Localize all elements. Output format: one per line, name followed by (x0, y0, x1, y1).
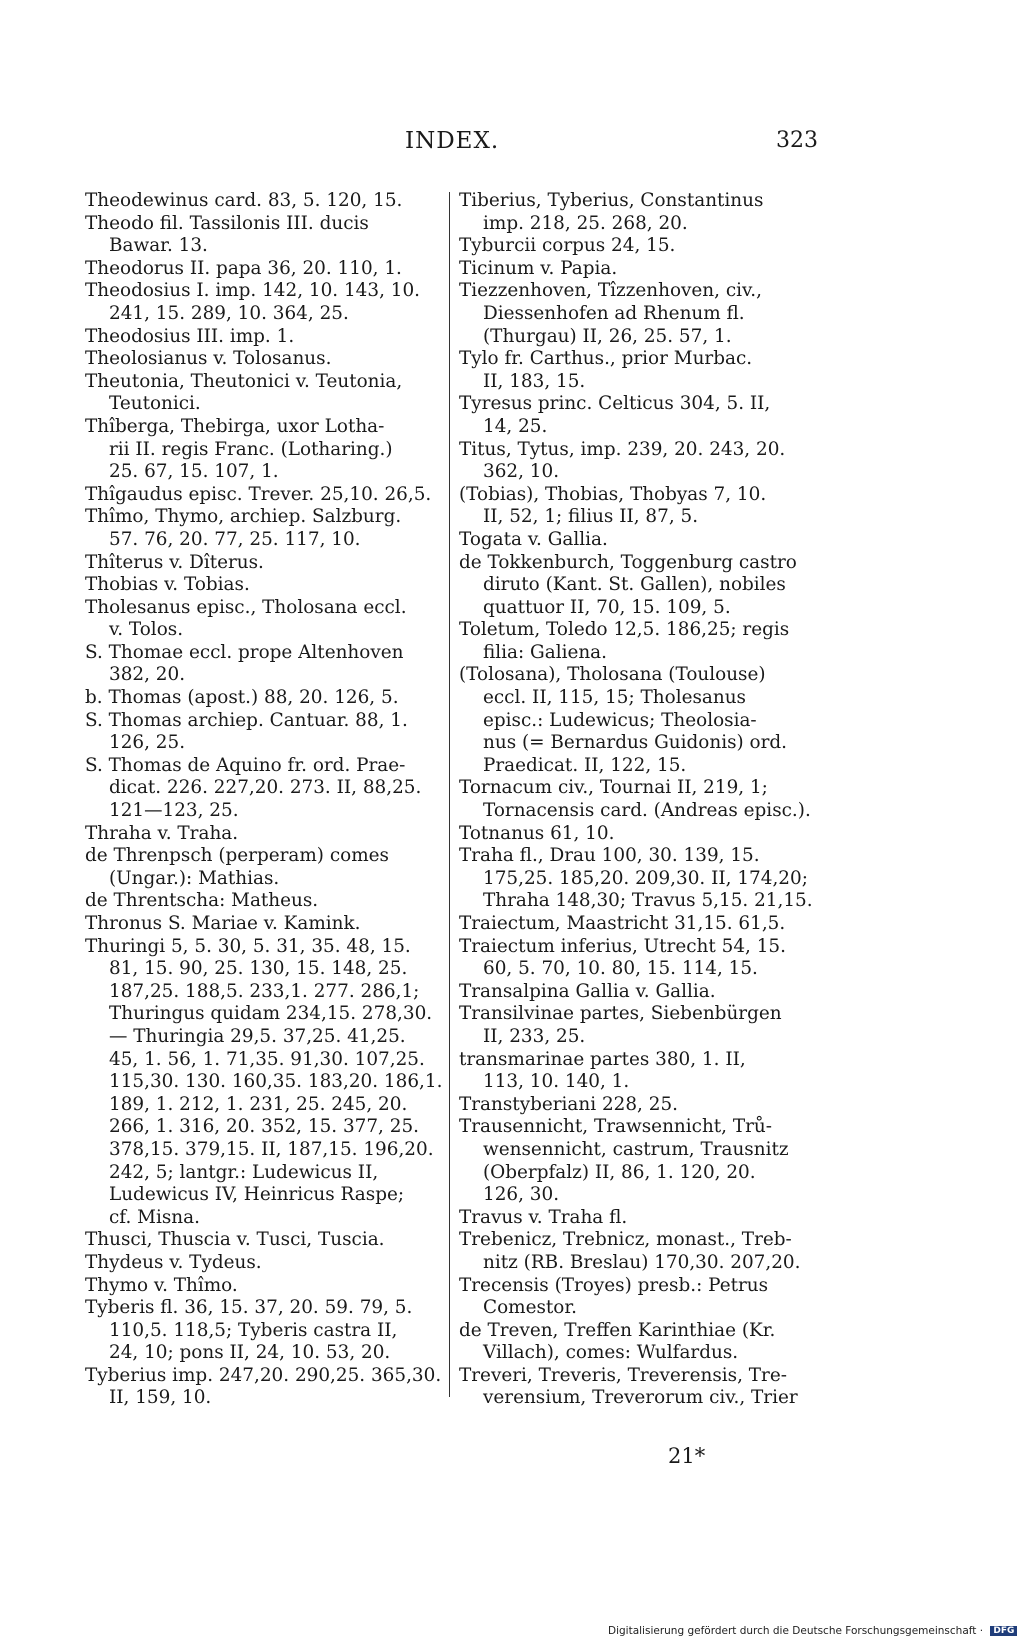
index-line: 126, 30. (483, 1184, 560, 1206)
index-line: 189, 1. 212, 1. 231, 25. 245, 20. (109, 1093, 408, 1115)
index-line: 266, 1. 316, 20. 352, 15. 377, 25. (109, 1116, 420, 1138)
index-line: Totnanus 61, 10. (459, 822, 615, 844)
page-header (0, 128, 1000, 164)
index-line: imp. 218, 25. 268, 20. (483, 212, 688, 234)
index-line: II, 233, 25. (483, 1025, 586, 1047)
index-line: Togata v. Gallia. (459, 528, 608, 550)
dfg-logo: DFG (990, 1626, 1017, 1636)
index-line: Tornacum civ., Tournai II, 219, 1; (459, 777, 768, 799)
index-line: Thusci, Thuscia v. Tusci, Tuscia. (85, 1229, 385, 1251)
index-line: 60, 5. 70, 10. 80, 15. 114, 15. (483, 958, 758, 980)
page-number: 323 (776, 128, 818, 153)
index-line: rii II. regis Franc. (Lotharing.) (109, 438, 393, 460)
index-line: 362, 10. (483, 461, 560, 483)
index-line: S. Thomas archiep. Cantuar. 88, 1. (85, 709, 408, 731)
index-line: Tyburcii corpus 24, 15. (459, 235, 676, 257)
index-line: Ludewicus IV, Heinricus Raspe; (109, 1184, 405, 1206)
index-line: Travus v. Traha fl. (459, 1206, 628, 1228)
index-line: 187,25. 188,5. 233,1. 277. 286,1; (109, 980, 420, 1002)
footer-text: Digitalisierung gefördert durch die Deutsche Forschungsgemeinschaft · (608, 1625, 984, 1637)
index-line: 115,30. 130. 160,35. 183,20. 186,1. (109, 1071, 443, 1093)
index-line: Thuringus quidam 234,15. 278,30. (109, 1003, 433, 1025)
index-line: S. Thomas de Aquino fr. ord. Prae- (85, 754, 406, 776)
index-line: Thronus S. Mariae v. Kamink. (85, 913, 361, 934)
index-line: verensium, Treverorum civ., Trier (483, 1387, 798, 1409)
index-line: transmarinae partes 380, 1. II, (459, 1048, 746, 1070)
index-line: Tiezzenhoven, Tîzzenhoven, civ., (459, 280, 762, 302)
index-line: — Thuringia 29,5. 37,25. 41,25. (109, 1025, 406, 1047)
page-title: INDEX. (405, 128, 500, 154)
index-line: Ticinum v. Papia. (459, 257, 618, 279)
index-line: Titus, Tytus, imp. 239, 20. 243, 20. (459, 438, 786, 460)
index-line: 45, 1. 56, 1. 71,35. 91,30. 107,25. (109, 1048, 425, 1070)
index-line: 382, 20. (109, 664, 186, 686)
index-line: (Tobias), Thobias, Thobyas 7, 10. (459, 483, 767, 505)
index-line: nitz (RB. Breslau) 170,30. 207,20. (483, 1251, 801, 1273)
index-line: Transtyberiani 228, 25. (459, 1093, 678, 1115)
index-line: de Treven, Treffen Karinthiae (Kr. (459, 1319, 776, 1341)
index-line: Thîgaudus episc. Trever. 25,10. 26,5. (85, 483, 432, 505)
index-line: Thîterus v. Dîterus. (85, 551, 264, 573)
index-line: 126, 25. (109, 732, 186, 754)
index-line: 57. 76, 20. 77, 25. 117, 10. (109, 528, 361, 550)
index-line: 14, 25. (483, 415, 548, 437)
index-line: Bawar. 13. (109, 235, 208, 257)
index-line: b. Thomas (apost.) 88, 20. 126, 5. (85, 687, 399, 709)
index-line: de Threnpsch (perperam) comes (85, 845, 389, 867)
index-line: cf. Misna. (109, 1206, 200, 1228)
signature-mark: 21* (668, 1444, 706, 1468)
index-line: dicat. 226. 227,20. 273. II, 88,25. (109, 777, 422, 799)
index-line: Thuringi 5, 5. 30, 5. 31, 35. 48, 15. (85, 935, 411, 957)
index-line: Tyberis fl. 36, 15. 37, 20. 59. 79, 5. (85, 1297, 413, 1319)
index-line: Thîmo, Thymo, archiep. Salzburg. (85, 506, 402, 528)
index-line: Tyberius imp. 247,20. 290,25. 365,30. (85, 1364, 442, 1386)
index-line: 81, 15. 90, 25. 130, 15. 148, 25. (109, 958, 408, 980)
index-column-right (459, 190, 813, 1410)
index-line: eccl. II, 115, 15; Tholesanus (483, 687, 746, 709)
index-line: (Ungar.): Mathias. (109, 867, 280, 889)
index-line: 25. 67, 15. 107, 1. (109, 461, 279, 483)
index-line: Tornacensis card. (Andreas episc.). (483, 800, 811, 822)
index-line: II, 159, 10. (109, 1387, 212, 1409)
index-line: (Tolosana), Tholosana (Toulouse) (459, 664, 766, 686)
index-line: Comestor. (483, 1297, 577, 1319)
index-line: II, 183, 15. (483, 370, 586, 392)
index-line: Trecensis (Troyes) presb.: Petrus (459, 1274, 769, 1296)
index-line: nus (= Bernardus Guidonis) ord. (483, 732, 788, 754)
index-line: 110,5. 118,5; Tyberis castra II, (109, 1319, 398, 1341)
index-line: v. Tolos. (109, 619, 184, 641)
index-line: Tholesanus episc., Tholosana eccl. (85, 596, 407, 618)
index-line: Theodosius I. imp. 142, 10. 143, 10. (85, 280, 421, 302)
index-line: Toletum, Toledo 12,5. 186,25; regis (459, 619, 790, 641)
index-line: Diessenhofen ad Rhenum fl. (483, 302, 745, 324)
index-line: diruto (Kant. St. Gallen), nobiles (483, 574, 786, 596)
index-line: Teutonici. (109, 393, 201, 415)
index-line: Thymo v. Thîmo. (85, 1274, 238, 1296)
index-line: episc.: Ludewicus; Theolosia- (483, 709, 757, 731)
index-line: Theutonia, Theutonici v. Teutonia, (85, 370, 403, 392)
index-line: Transalpina Gallia v. Gallia. (459, 980, 716, 1002)
index-line: Thobias v. Tobias. (85, 574, 250, 596)
index-line: Thydeus v. Tydeus. (85, 1251, 262, 1273)
index-line: 241, 15. 289, 10. 364, 25. (109, 302, 349, 324)
index-line: 378,15. 379,15. II, 187,15. 196,20. (109, 1138, 434, 1160)
index-line: Tyresus princ. Celticus 304, 5. II, (459, 393, 771, 415)
index-line: Tiberius, Tyberius, Constantinus (459, 190, 764, 211)
index-line: 121—123, 25. (109, 800, 239, 822)
index-line: Traiectum inferius, Utrecht 54, 15. (459, 935, 786, 957)
index-line: Transilvinae partes, Siebenbürgen (459, 1003, 782, 1025)
index-line: Theolosianus v. Tolosanus. (85, 348, 332, 370)
index-column-left (85, 190, 443, 1410)
index-line: 24, 10; pons II, 24, 10. 53, 20. (109, 1342, 391, 1364)
index-line: Praedicat. II, 122, 15. (483, 754, 687, 776)
index-line: Theodewinus card. 83, 5. 120, 15. (85, 190, 403, 211)
index-line: Theodo fil. Tassilonis III. ducis (85, 212, 369, 234)
index-line: Theodorus II. papa 36, 20. 110, 1. (85, 257, 402, 279)
footer-credit (608, 1625, 1017, 1637)
index-line: quattuor II, 70, 15. 109, 5. (483, 596, 731, 618)
index-line: S. Thomae eccl. prope Altenhoven (85, 641, 404, 663)
index-line: Theodosius III. imp. 1. (85, 325, 295, 347)
index-line: Traha fl., Drau 100, 30. 139, 15. (459, 845, 760, 867)
index-line: Villach), comes: Wulfardus. (483, 1342, 739, 1364)
index-line: Thîberga, Thebirga, uxor Lotha- (85, 415, 385, 437)
index-line: wensennicht, castrum, Trausnitz (483, 1138, 789, 1160)
index-line: de Threntscha: Matheus. (85, 890, 319, 912)
index-line: 242, 5; lantgr.: Ludewicus II, (109, 1161, 379, 1183)
index-line: de Tokkenburch, Toggenburg castro (459, 551, 797, 573)
index-line: Thraha 148,30; Travus 5,15. 21,15. (483, 890, 813, 912)
index-line: Trebenicz, Trebnicz, monast., Treb- (459, 1229, 792, 1251)
column-divider (449, 192, 450, 1397)
index-line: 175,25. 185,20. 209,30. II, 174,20; (483, 867, 808, 889)
index-line: Treveri, Treveris, Treverensis, Tre- (459, 1364, 787, 1386)
index-line: (Thurgau) II, 26, 25. 57, 1. (483, 325, 732, 347)
index-line: 113, 10. 140, 1. (483, 1071, 630, 1093)
index-line: Traiectum, Maastricht 31,15. 61,5. (459, 913, 786, 934)
index-line: filia: Galiena. (483, 641, 607, 663)
index-line: Tylo fr. Carthus., prior Murbac. (459, 348, 753, 370)
index-line: Trausennicht, Trawsennicht, Trů- (459, 1116, 772, 1138)
index-line: Thraha v. Traha. (85, 822, 239, 844)
index-line: (Oberpfalz) II, 86, 1. 120, 20. (483, 1161, 756, 1183)
index-line: II, 52, 1; filius II, 87, 5. (483, 506, 699, 528)
